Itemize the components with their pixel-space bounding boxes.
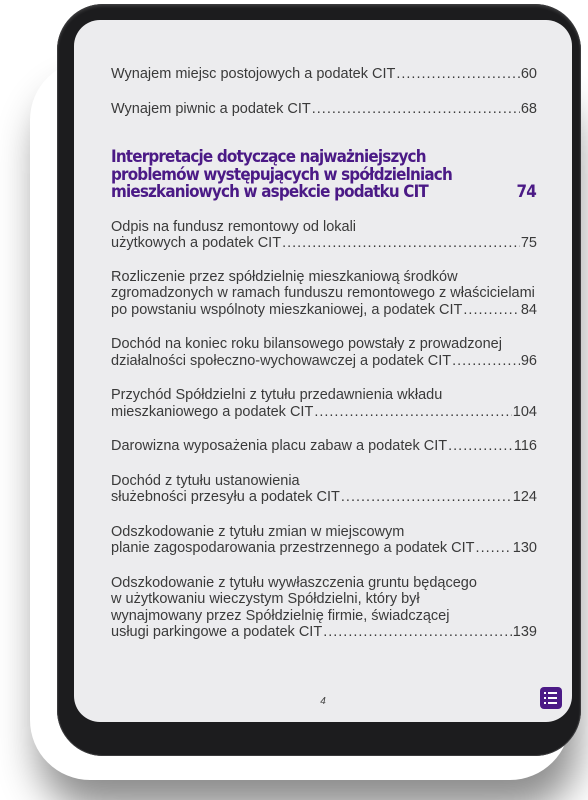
dot-leader [448, 438, 513, 455]
toc-entry-page: 60 [520, 66, 537, 82]
toc-entry-page: 96 [520, 352, 537, 369]
toc-entry-title: działalności społeczno-wychowawczej a podatek CIT [111, 352, 452, 369]
dot-leader [314, 404, 511, 421]
toc-entry-title: w użytkowaniu wieczystym Spółdzielni, który był [111, 591, 420, 607]
toc-entry-title: Odszkodowanie z tytułu zmian w miejscowym [111, 523, 405, 540]
list-menu-icon-row [544, 697, 562, 699]
toc-entry[interactable] [111, 473, 537, 506]
list-menu-icon-row [544, 702, 562, 704]
section-heading-line: mieszkaniowych w aspekcie podatku CIT [111, 182, 428, 201]
toc-entry[interactable] [111, 387, 537, 420]
toc-entry-title: Wynajem miejsc postojowych a podatek CIT [111, 66, 396, 82]
list-menu-icon [544, 692, 562, 694]
section-heading-page: 74 [516, 182, 537, 201]
table-of-contents [111, 66, 537, 641]
section-heading-line: Interpretacje dotyczące najważniejszych [111, 147, 426, 166]
toc-entry-title: Dochód na koniec roku bilansowego powstały z prowadzonej [111, 336, 502, 352]
toc-entry-title: mieszkaniowego a podatek CIT [111, 403, 314, 420]
toc-entry-title: Odpis na fundusz remontowy od lokali [111, 218, 357, 235]
toc-entry-page: 124 [512, 489, 537, 505]
toc-entry[interactable] [111, 66, 537, 83]
toc-entry[interactable] [111, 269, 537, 319]
dot-leader [463, 302, 519, 319]
toc-entry-title: użytkowych a podatek CIT [111, 235, 282, 251]
toc-entry-title: Odszkodowanie z tytułu wywłaszczenia gruntu będącego [111, 574, 477, 591]
dot-leader [476, 540, 512, 557]
toc-entry[interactable] [111, 438, 537, 455]
toc-entry-title: Dochód z tytułu ustanowienia [111, 472, 300, 489]
toc-entry[interactable] [111, 575, 537, 641]
dot-leader [312, 101, 520, 118]
toc-entry-title: planie zagospodarowania przestrzennego a podatek CIT [111, 540, 475, 556]
toc-entry[interactable] [111, 336, 537, 369]
toc-section-heading[interactable] [111, 147, 537, 201]
toc-entry-title: wynajmowany przez Spółdzielnię firmie, świadczącej [111, 607, 450, 624]
toc-entry-page: 116 [513, 438, 537, 454]
toc-entry-page: 139 [512, 624, 537, 640]
dot-leader [323, 624, 512, 641]
toc-entry-title: Darowizna wyposażenia placu zabaw a podatek CIT [111, 438, 448, 454]
toc-entry-page: 68 [520, 100, 537, 117]
toc-entry-title: Przychód Spółdzielni z tytułu przedawnienia wkładu [111, 387, 443, 403]
toc-entry[interactable] [111, 219, 537, 252]
section-heading-line: problemów występujących w spółdzielniach [111, 164, 452, 184]
dot-leader [396, 66, 520, 83]
tablet-screen [74, 20, 572, 722]
dot-leader [341, 489, 512, 506]
toc-entry[interactable] [111, 101, 537, 118]
toc-entry-title: zgromadzonych w ramach funduszu remontowego z właścicielami [111, 285, 535, 301]
toc-entry-title: służebności przesyłu a podatek CIT [111, 489, 340, 505]
page-number: 4 [320, 696, 326, 707]
dot-leader [452, 353, 520, 370]
toc-entry-page: 75 [520, 235, 537, 251]
dot-leader [282, 235, 520, 252]
toc-entry-title: usługi parkingowe a podatek CIT [111, 624, 323, 640]
toc-entry[interactable] [111, 524, 537, 557]
menu-button[interactable] [540, 687, 562, 709]
toc-entry-page: 84 [520, 301, 537, 318]
toc-entry-title: po powstaniu wspólnoty mieszkaniowej, a podatek CIT [111, 301, 463, 318]
toc-entry-title: Rozliczenie przez spółdzielnię mieszkaniową środków [111, 268, 458, 285]
toc-entry-title: Wynajem piwnic a podatek CIT [111, 100, 311, 117]
toc-entry-page: 104 [512, 403, 537, 420]
toc-entry-page: 130 [512, 540, 537, 556]
